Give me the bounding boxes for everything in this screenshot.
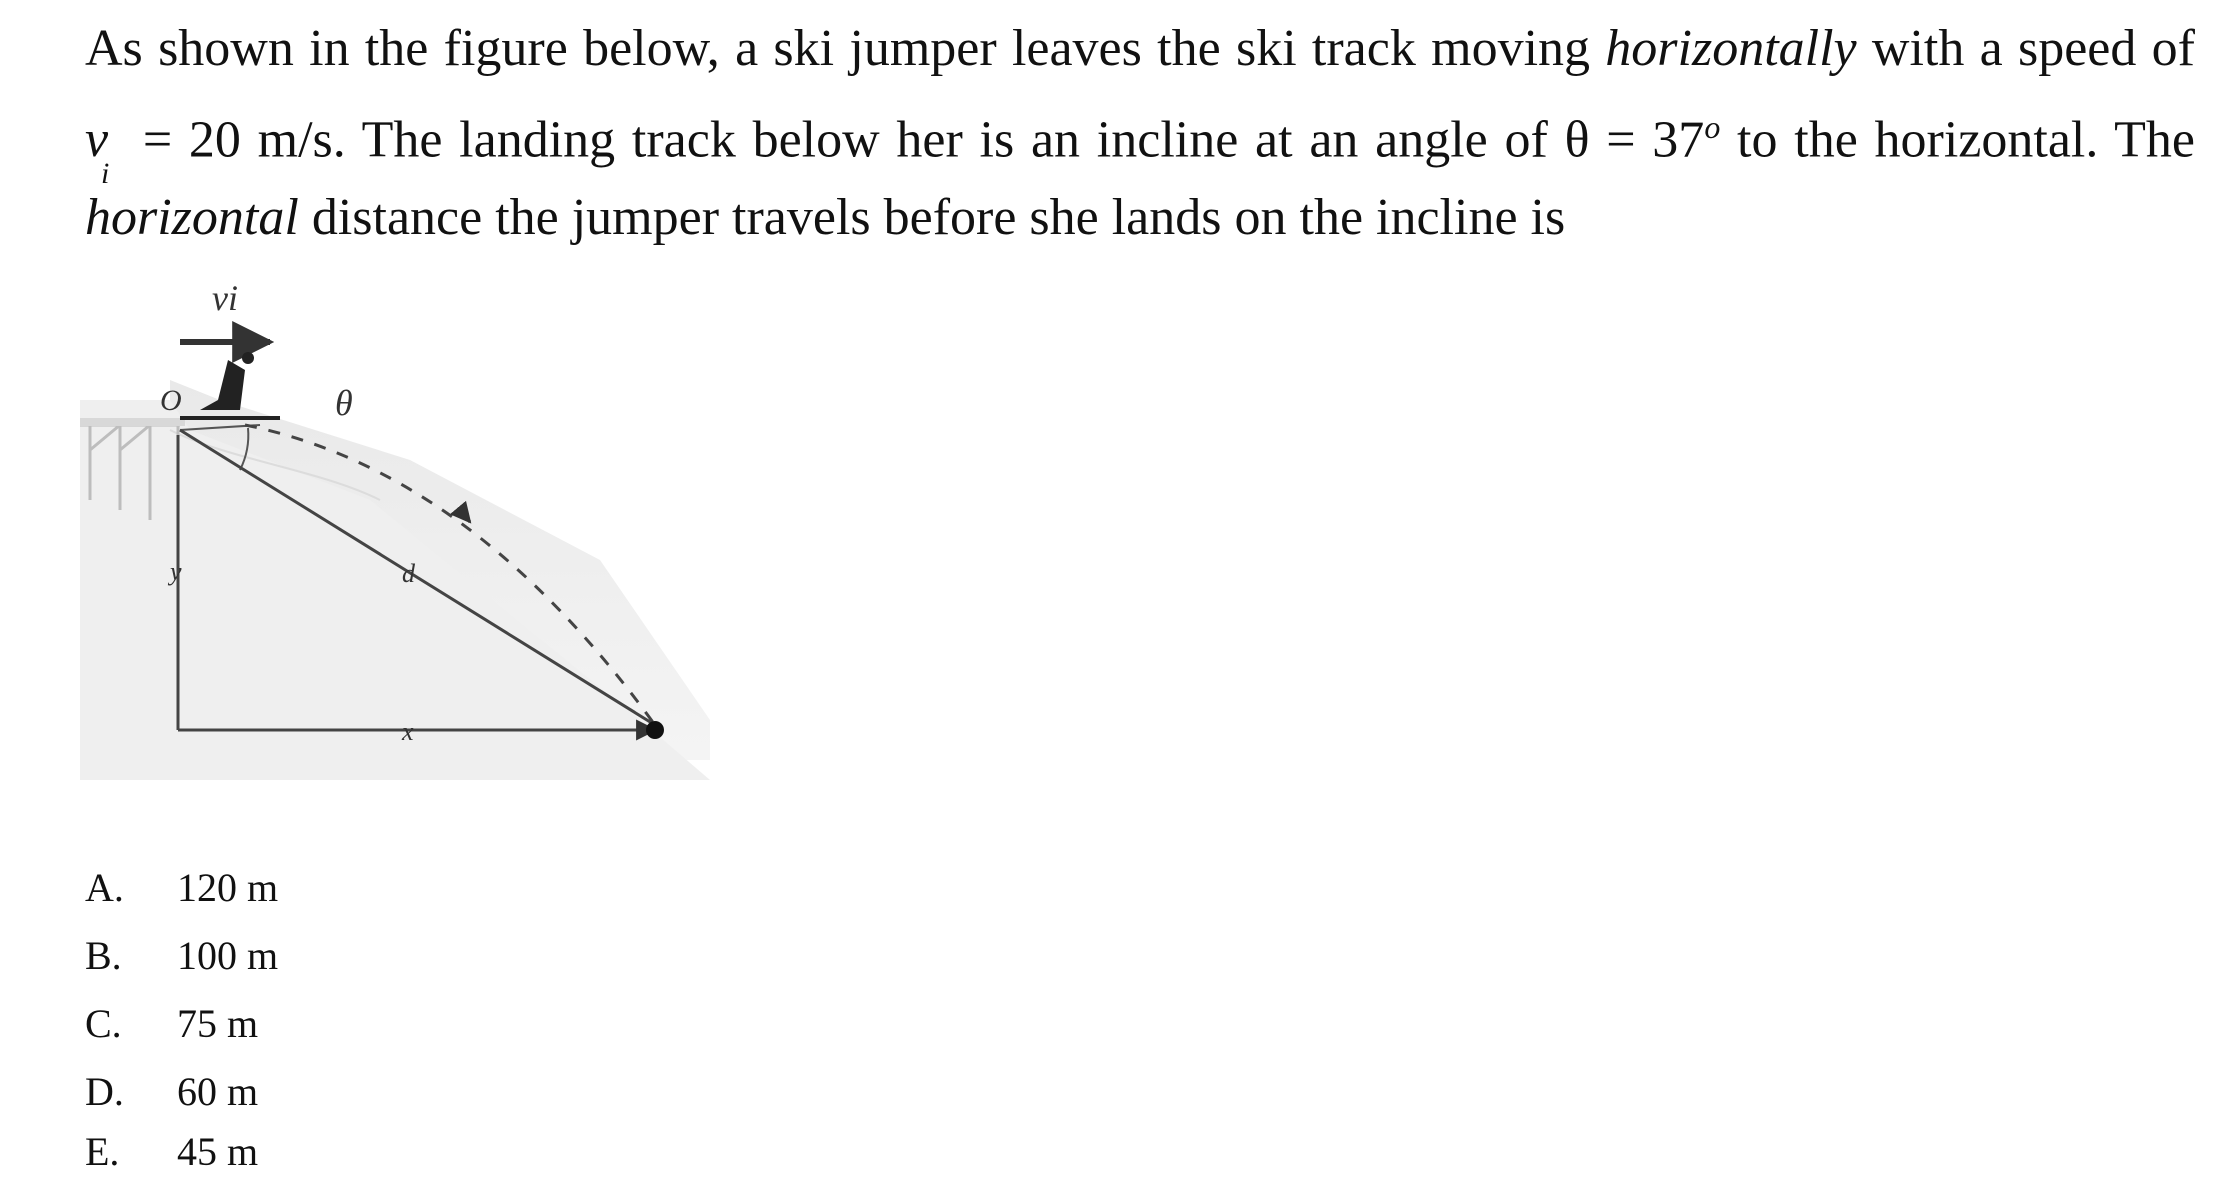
angle-label: θ	[335, 383, 353, 423]
choice-text: 60 m	[177, 1069, 259, 1114]
ramp-deck	[80, 418, 185, 426]
velocity-symbol-base: v	[85, 111, 109, 169]
landing-point	[646, 721, 664, 739]
velocity-symbol-subscript: i	[101, 157, 110, 191]
choice-letter: B.	[85, 933, 122, 978]
choice-text: 100 m	[177, 933, 279, 978]
choice-letter: D.	[85, 1069, 124, 1114]
choice-text: 75 m	[177, 1001, 259, 1046]
emphasis-horizontally: horizontally	[1605, 20, 1857, 77]
x-label: x	[402, 717, 414, 746]
question-part: to the horizontal. The	[1720, 111, 2195, 169]
y-label: y	[170, 557, 182, 586]
question-part: = 20 m/s. The landing track below her is an incline at an angle of θ = 37	[126, 111, 1705, 169]
choice-text: 120 m	[177, 865, 279, 910]
question-text	[85, 10, 2195, 257]
velocity-symbol	[85, 101, 126, 191]
degree-mark: o	[1704, 109, 1721, 145]
d-label: d	[402, 559, 415, 588]
choice-letter: A.	[85, 865, 124, 910]
ski-jump-figure	[80, 260, 720, 780]
velocity-label	[212, 278, 238, 318]
choice-text: 45 m	[177, 1129, 259, 1174]
choice-letter: E.	[85, 1129, 120, 1174]
choice-letter: C.	[85, 1001, 122, 1046]
velocity-label-text: vi	[212, 278, 238, 318]
question-part: distance the jumper travels before she lands on the incline is	[298, 189, 1566, 247]
origin-label: O	[160, 384, 182, 417]
question-part: with a speed of	[1856, 20, 2195, 77]
question-part: As shown in the figure below, a ski jumper leaves the ski track moving	[85, 20, 1606, 77]
emphasis-horizontal: horizontal	[85, 189, 299, 247]
